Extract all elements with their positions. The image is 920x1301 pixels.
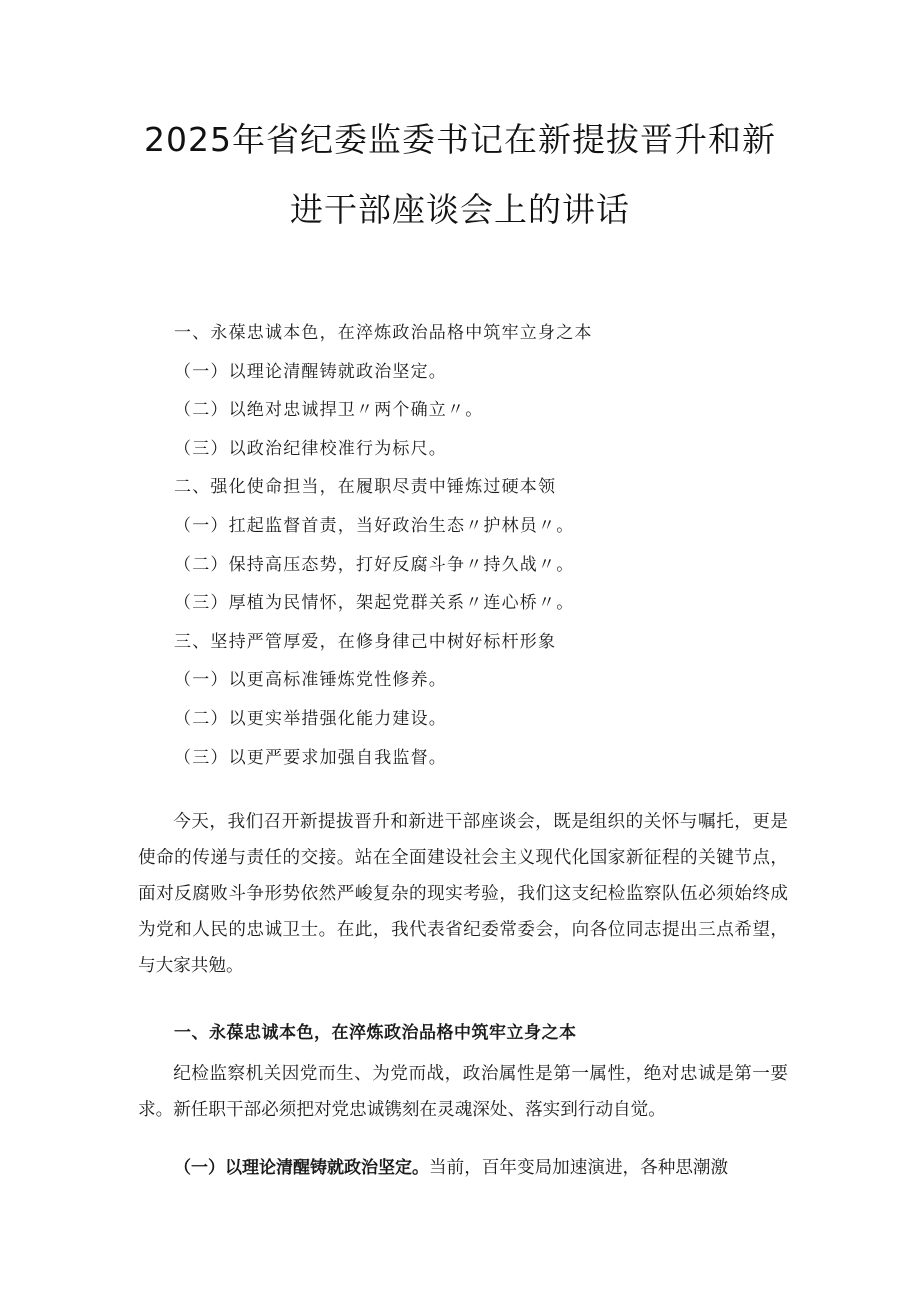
outline-item: （二）以更实举措强化能力建设。: [174, 708, 447, 729]
intro-paragraph-block: [138, 804, 788, 984]
subsection-text: 当前，百年变局加速演进，各种思潮激: [429, 1158, 729, 1178]
outline-item: （三）以政治纪律校准行为标尺。: [174, 438, 447, 459]
outline-item: （三）厚植为民情怀，架起党群关系〃连心桥〃。: [174, 593, 575, 614]
outline-item: （一）以更高标准锤炼党性修养。: [174, 670, 447, 691]
outline-item: （三）以更严要求加强自我监督。: [174, 747, 447, 768]
outline-item: （一）扛起监督首责，当好政治生态〃护林员〃。: [174, 515, 575, 536]
subsection-lead: （一）以理论清醒铸就政治坚定。: [174, 1158, 429, 1178]
outline-item: 三、坚持严管厚爱，在修身律己中树好标杆形象: [174, 631, 557, 652]
outline-item: 二、强化使命担当，在履职尽责中锤炼过硬本领: [174, 477, 557, 498]
document-title-line-1: 2025年省纪委监委书记在新提拔晋升和新: [144, 120, 776, 159]
outline-item: （二）保持高压态势，打好反腐斗争〃持久战〃。: [174, 554, 575, 575]
document-title-line-2: 进干部座谈会上的讲话: [290, 190, 630, 229]
outline-list: [174, 318, 814, 781]
section-paragraph-block: [138, 1056, 788, 1128]
section-paragraph: 纪检监察机关因党而生、为党而战，政治属性是第一属性，绝对忠诚是第一要求。新任职干部必须把对党忠诚镌刻在灵魂深处、落实到行动自觉。: [138, 1064, 788, 1120]
section-heading: 一、永葆忠诚本色，在淬炼政治品格中筑牢立身之本: [174, 1023, 577, 1043]
outline-item: 一、永葆忠诚本色，在淬炼政治品格中筑牢立身之本: [174, 323, 593, 343]
outline-item: （二）以绝对忠诚捍卫〃两个确立〃。: [174, 400, 484, 421]
intro-paragraph: 今天，我们召开新提拔晋升和新进干部座谈会，既是组织的关怀与嘱托，更是使命的传递与责任的交接。站在全面建设社会主义现代化国家新征程的关键节点，面对反腐败斗争形势依然严峻复杂的现实考验，我们这支纪检监察队伍必须始终成为党和人民的忠诚卫士。在此，我代表省纪委常委会，向各位同志提出三点希望，与大家共勉。: [138, 812, 788, 976]
outline-item: （一）以理论清醒铸就政治坚定。: [174, 361, 447, 382]
subsection-paragraph: [174, 1150, 788, 1186]
